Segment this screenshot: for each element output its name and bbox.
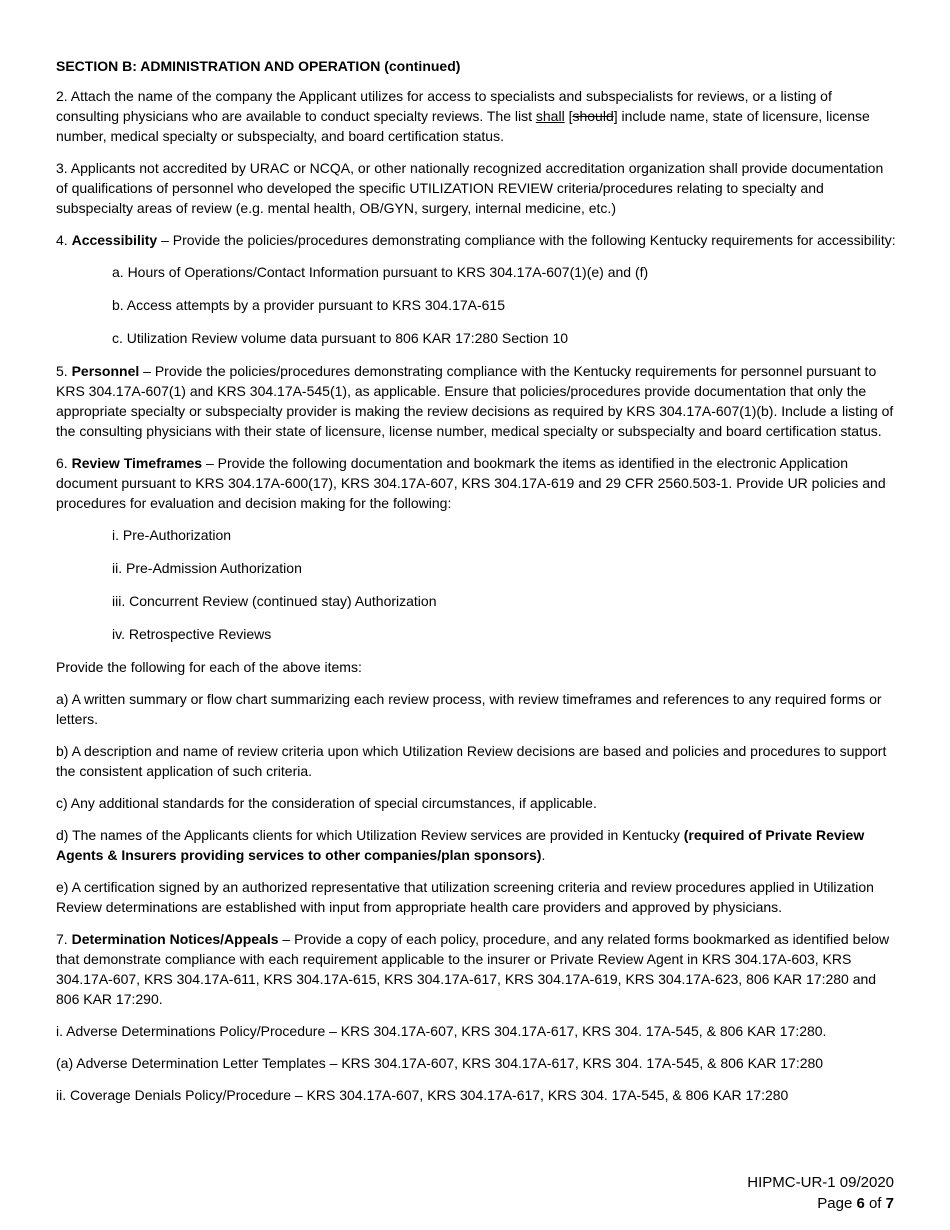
item-2 <box>56 86 896 146</box>
item-6 <box>56 453 896 513</box>
item-4-sub-a: a. Hours of Operations/Contact Information pursuant to KRS 304.17A-607(1)(e) and (f) <box>112 264 649 280</box>
page-current: 6 <box>856 1195 865 1212</box>
item-5-text: – Provide the policies/procedures demonstrating compliance with the Kentucky requirements for personnel pursuant to KRS 304.17A-607(1) and KRS 304.17A-545(1), as applicable. Ensure that policies/procedures provide documentation that only the appropriate specialty or subspecialty provider is making the review decisions as required by KRS 304.17A-607(1)(b). Include a listing of the consulting physicians with their state of licensure, license number, medical specialty or subspecialty and board certification status. <box>56 363 894 439</box>
item-7-line-i: i. Adverse Determinations Policy/Procedure – KRS 304.17A-607, KRS 304.17A-617, KRS 304. 17A-545, & 806 KAR 17:280. <box>56 1023 827 1039</box>
item-2-underlined: shall <box>535 108 565 124</box>
provide-item-b: b) A description and name of review criteria upon which Utilization Review decisions are based and policies and procedures to support the consistent application of such criteria. <box>56 743 887 779</box>
provide-intro: Provide the following for each of the above items: <box>56 659 362 675</box>
provide-item-d-end: . <box>541 847 546 863</box>
review-item-pre-admission: ii. Pre-Admission Authorization <box>112 560 302 576</box>
item-4 <box>56 230 896 250</box>
item-3: 3. Applicants not accredited by URAC or NCQA, or other nationally recognized accreditation organization shall provide documentation of qualifications of personnel who developed the specific UTILIZATION REVIEW criteria/procedures relating to specialty and subspecialty areas of review (e.g. mental health, OB/GYN, surgery, internal medicine, etc.) <box>56 160 884 216</box>
item-6-text: – Provide the following documentation and bookmark the items as identified in the electronic Application document pursuant to KRS 304.17A-600(17), KRS 304.17A-607, KRS 304.17A-619 and 29 CFR 2560.503-1. Provide UR policies and procedures for evaluation and decision making for the following: <box>56 455 886 511</box>
item-7-heading: Determination Notices/Appeals <box>71 931 279 947</box>
item-7-num: 7. <box>56 931 72 947</box>
item-6-heading: Review Timeframes <box>71 455 203 471</box>
provide-item-a: a) A written summary or flow chart summarizing each review process, with review timeframes and references to any required forms or letters. <box>56 691 882 727</box>
review-item-concurrent: iii. Concurrent Review (continued stay) Authorization <box>112 593 437 609</box>
page-footer <box>747 1172 894 1214</box>
provide-item-d-bold: (required of Private Review Agents & Insurers providing services to other companies/plan sponsors) <box>56 827 865 863</box>
item-7-line-a: (a) Adverse Determination Letter Templates – KRS 304.17A-607, KRS 304.17A-617, KRS 304. 17A-545, & 806 KAR 17:280 <box>56 1055 824 1071</box>
provide-item-d-text: d) The names of the Applicants clients for which Utilization Review services are provided in Kentucky <box>56 827 684 843</box>
item-4-sub-c: c. Utilization Review volume data pursuant to 806 KAR 17:280 Section 10 <box>112 330 569 346</box>
provide-item-d <box>56 825 896 865</box>
page-content <box>56 56 896 1117</box>
form-id: HIPMC-UR-1 09/2020 <box>747 1174 894 1191</box>
page-mid: of <box>864 1195 886 1212</box>
item-6-num: 6. <box>56 455 72 471</box>
item-7-text: – Provide a copy of each policy, procedure, and any related forms bookmarked as identified below that demonstrate compliance with each requirement applicable to the insurer or Private Review Agent in KRS 304.17A-603, KRS 304.17A-607, KRS 304.17A-611, KRS 304.17A-615, KRS 304.17A-617, KRS 304.17A-619, KRS 304.17A-623, 806 KAR 17:280 and 806 KAR 17:290. <box>56 931 890 1007</box>
item-5 <box>56 361 896 441</box>
page-number <box>747 1193 894 1214</box>
item-4-sub-b: b. Access attempts by a provider pursuant to KRS 304.17A-615 <box>112 297 505 313</box>
item-2-bracket: [ <box>564 108 573 124</box>
review-item-pre-authorization: i. Pre-Authorization <box>112 527 232 543</box>
item-4-heading: Accessibility <box>71 232 158 248</box>
review-item-retrospective: iv. Retrospective Reviews <box>112 626 272 642</box>
item-2-struck: should <box>572 108 614 124</box>
provide-item-e: e) A certification signed by an authorized representative that utilization screening criteria and review procedures applied in Utilization Review determinations are established with input from appropriate health care providers and approved by physicians. <box>56 879 874 915</box>
page-total: 7 <box>885 1195 894 1212</box>
item-4-num: 4. <box>56 232 72 248</box>
item-2-text-end: ] include name, state of licensure, license number, medical specialty or subspecialty, and board certification status. <box>56 108 870 144</box>
item-7-line-ii: ii. Coverage Denials Policy/Procedure – KRS 304.17A-607, KRS 304.17A-617, KRS 304. 17A-545, & 806 KAR 17:280 <box>56 1087 789 1103</box>
item-4-text: – Provide the policies/procedures demonstrating compliance with the following Kentucky requirements for accessibility: <box>157 232 896 248</box>
provide-item-c: c) Any additional standards for the consideration of special circumstances, if applicable. <box>56 795 597 811</box>
item-5-heading: Personnel <box>71 363 140 379</box>
section-title: SECTION B: ADMINISTRATION AND OPERATION (continued) <box>56 58 461 74</box>
item-2-text: 2. Attach the name of the company the Applicant utilizes for access to specialists and subspecialists for reviews, or a listing of consulting physicians who are available to conduct specialty reviews. The list <box>56 88 832 124</box>
page-prefix: Page <box>817 1195 857 1212</box>
item-7 <box>56 929 896 1009</box>
item-5-num: 5. <box>56 363 72 379</box>
